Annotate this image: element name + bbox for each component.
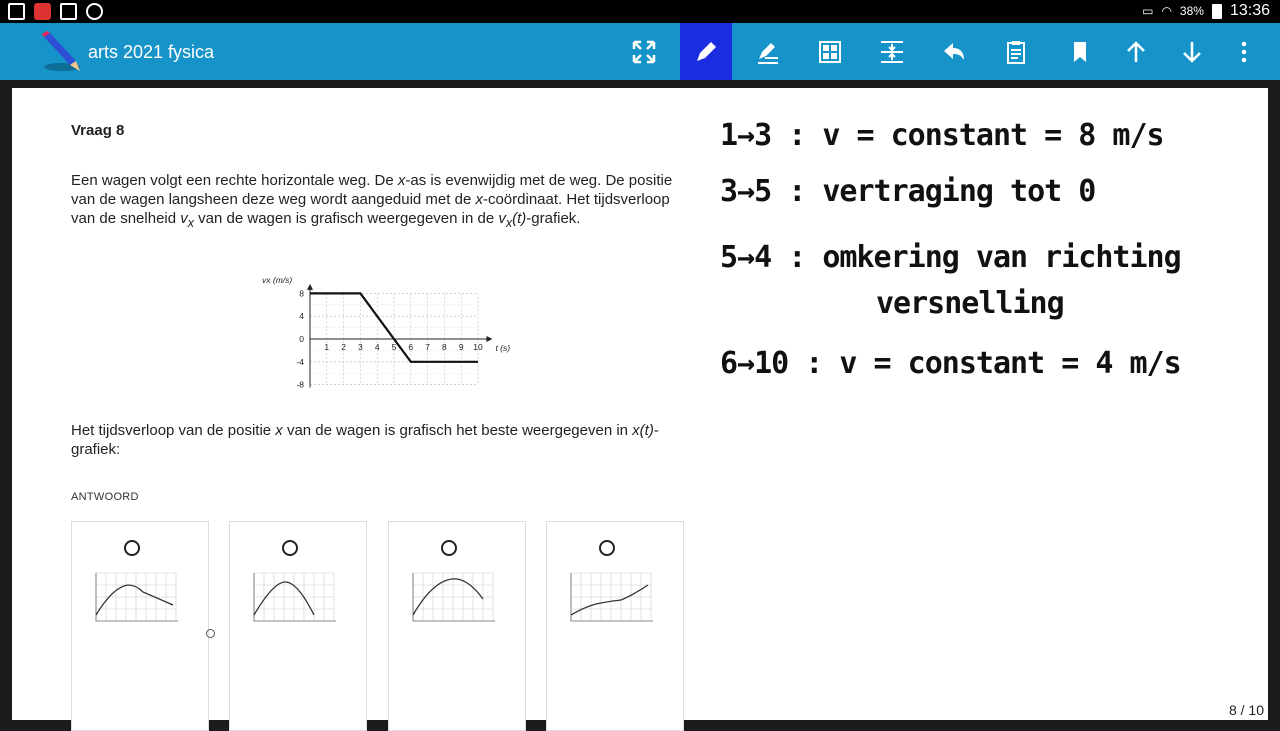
- next-page-button[interactable]: [1166, 23, 1218, 80]
- cast-icon: ▭: [1142, 4, 1154, 18]
- fullscreen-icon: [631, 39, 657, 65]
- x-tick-label: 7: [425, 342, 430, 352]
- note-line-4: versnelling: [876, 286, 1064, 321]
- app-toolbar: [0, 23, 1280, 80]
- status-bar: [0, 0, 1280, 23]
- wifi-icon: ◠: [1161, 4, 1172, 18]
- y-axis-arrow: [307, 284, 313, 290]
- y-tick-label: -4: [296, 356, 304, 367]
- mail-icon: [8, 3, 25, 20]
- radio-button-c[interactable]: [441, 540, 457, 556]
- x-axis-arrow: [486, 336, 492, 342]
- note-line-3: 5→4 : omkering van richting: [720, 240, 1181, 275]
- question-text-2: Het tijdsverloop van de positie x van de wagen is grafisch het beste weergegeven in x(t)-grafiek:: [71, 422, 659, 458]
- grid-icon: [817, 39, 843, 65]
- answer-option-a[interactable]: [71, 521, 209, 731]
- pencil-icon: [693, 39, 719, 65]
- question-title: Vraag 8: [71, 122, 125, 139]
- radio-button-b[interactable]: [282, 540, 298, 556]
- note-line-2: 3→5 : vertraging tot 0: [720, 174, 1096, 209]
- pen-tool-button[interactable]: [680, 23, 732, 80]
- y-axis-label: vx (m/s): [262, 274, 293, 285]
- undo-button[interactable]: [928, 23, 980, 80]
- overflow-menu-button[interactable]: [1218, 23, 1270, 80]
- x-tick-label: 8: [442, 342, 447, 352]
- clock: 13:36: [1229, 2, 1270, 19]
- option-d-graph: [553, 567, 673, 627]
- undo-arrow-icon: [941, 39, 967, 65]
- bookmark-button[interactable]: [1054, 23, 1106, 80]
- x-tick-label: 5: [391, 342, 397, 352]
- grid-view-button[interactable]: [804, 23, 856, 80]
- x-tick-label: 4: [374, 342, 380, 352]
- more-vertical-icon: [1231, 39, 1257, 65]
- battery-icon: [1212, 4, 1222, 19]
- note-line-5: 6→10 : v = constant = 4 m/s: [720, 346, 1181, 381]
- insert-space-button[interactable]: [866, 23, 918, 80]
- page-indicator: 8 / 10: [1228, 702, 1264, 718]
- clipboard-icon: [1003, 39, 1029, 65]
- eraser-button[interactable]: [742, 23, 794, 80]
- velocity-time-graph: [248, 272, 518, 392]
- x-axis-label: t (s): [495, 343, 511, 353]
- document-title: arts 2021 fysica: [88, 42, 215, 62]
- clipboard-button[interactable]: [990, 23, 1042, 80]
- x-tick-label: 2: [341, 342, 346, 352]
- arrow-up-icon: [1123, 39, 1149, 65]
- mail-muted-icon: [60, 3, 77, 20]
- previous-page-button[interactable]: [1110, 23, 1162, 80]
- fullscreen-button[interactable]: [618, 23, 670, 80]
- radio-button-a[interactable]: [124, 540, 140, 556]
- answer-option-b[interactable]: [229, 521, 367, 731]
- option-b-graph: [236, 567, 356, 627]
- battery-level: 38%: [1179, 4, 1204, 18]
- option-c-graph: [395, 567, 515, 627]
- answer-label: ANTWOORD: [71, 491, 139, 503]
- radio-button-d[interactable]: [599, 540, 615, 556]
- x-tick-label: 10: [473, 342, 483, 352]
- x-tick-label: 3: [358, 342, 363, 352]
- option-a-graph: [78, 567, 198, 627]
- pen-lines-icon: [755, 39, 781, 65]
- pencil-app-icon: [36, 31, 82, 73]
- note-line-1: 1→3 : v = constant = 8 m/s: [720, 118, 1164, 153]
- document-page[interactable]: [12, 88, 1268, 720]
- answer-option-d[interactable]: [546, 521, 684, 731]
- y-tick-label: 0: [299, 334, 304, 344]
- x-tick-label: 9: [458, 342, 464, 352]
- y-tick-label: 4: [299, 311, 304, 322]
- question-text: Een wagen volgt een rechte horizontale weg. De x-as is evenwijdig met de weg. De positie van de wagen langsheen deze weg wordt aangeduid met de x-coördinaat. Het tijdsverloop van de snelheid $v_x$ van de wagen is grafisch weergegeven in de $v_x(t)$-grafiek.: [71, 172, 673, 230]
- system-status: [1142, 2, 1270, 20]
- x-tick-label: 6: [408, 342, 414, 352]
- y-tick-label: 8: [299, 288, 304, 299]
- bookmark-icon: [1067, 39, 1093, 65]
- handwritten-notes: [712, 118, 1268, 418]
- compass-icon: [86, 3, 103, 20]
- answer-option-c[interactable]: [388, 521, 526, 731]
- arrow-down-icon: [1179, 39, 1205, 65]
- y-tick-label: -8: [296, 379, 304, 390]
- insert-space-icon: [879, 39, 905, 65]
- option-marker: [206, 629, 215, 638]
- notification-icons: [8, 3, 103, 20]
- app-notification-icon: [34, 3, 51, 20]
- x-tick-label: 1: [324, 342, 330, 352]
